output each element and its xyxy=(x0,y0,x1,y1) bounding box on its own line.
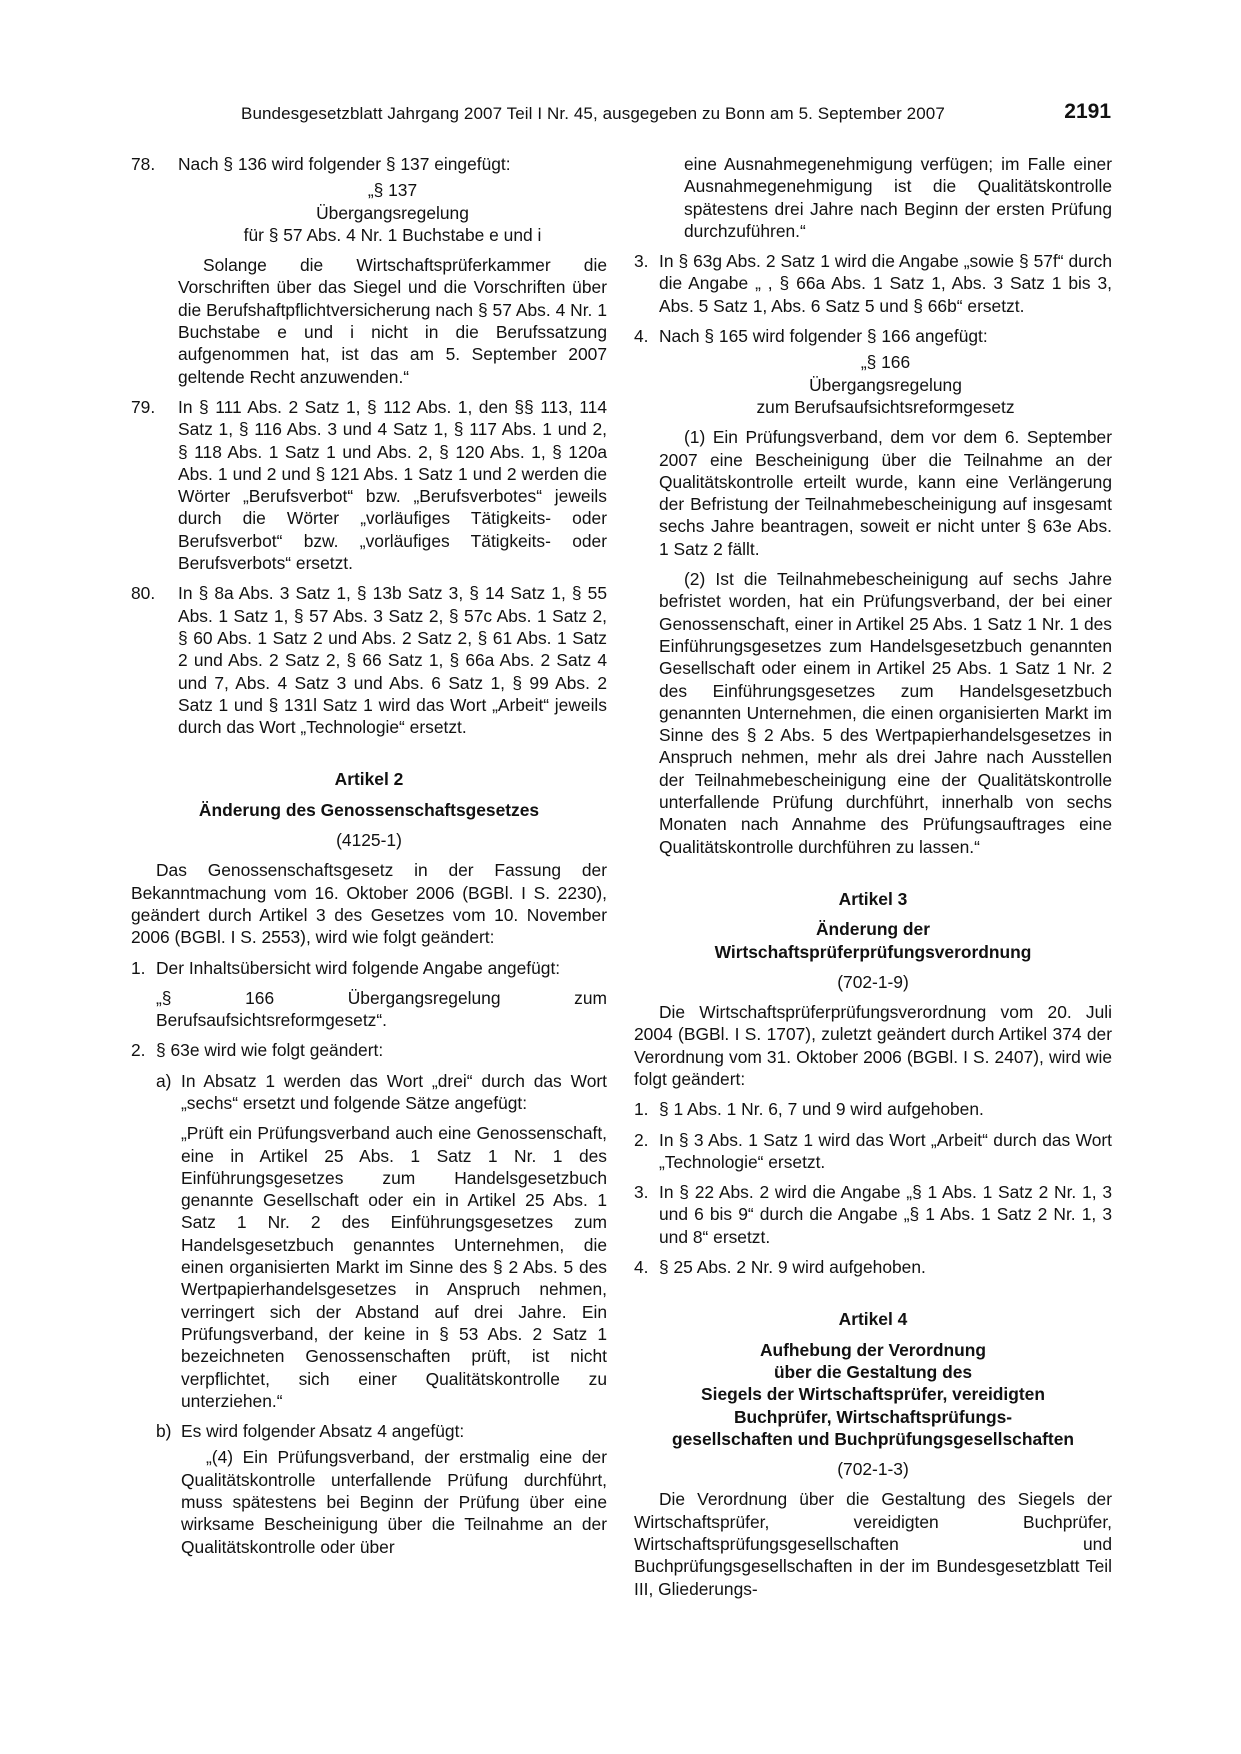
header-title: Bundesgesetzblatt Jahrgang 2007 Teil I Nr. 45, ausgegeben zu Bonn am 5. September 2007 xyxy=(241,104,945,123)
article-2 xyxy=(131,768,607,1558)
sub-item-b xyxy=(156,1420,607,1558)
list-item-78 xyxy=(131,153,607,388)
item-text: In § 111 Abs. 2 Satz 1, § 112 Abs. 1, den §§ 113, 114 Satz 1, § 116 Abs. 3 und 4 Satz 1, § 117 Abs. 1 und 2, § 118 Abs. 1 Satz 1 und Abs. 2, § 120 Abs. 1, § 120a Abs. 1 und 2 und § 121 Abs. 1 Satz 1 und 2 werden die Wörter „Berufsverbot“ bzw. „Berufsverbotes“ jeweils durch die Wörter „vorläufiges Tätigkeits- oder Berufsverbot“ bzw. „vorläufiges Tätigkeits- oder Berufsverbots“ ersetzt. xyxy=(178,396,607,574)
article-code: (702-1-9) xyxy=(837,971,909,992)
paragraph-subtitle: für § 57 Abs. 4 Nr. 1 Buchstabe e und i xyxy=(243,224,542,245)
continued-text xyxy=(684,153,1112,242)
article-title: Aufhebung der Verordnung xyxy=(759,1339,987,1360)
article-code: (4125-1) xyxy=(336,830,402,851)
paragraph-title: Übergangsregelung xyxy=(316,202,469,223)
paragraph-title: Übergangsregelung xyxy=(809,374,962,395)
item-number: 1. xyxy=(131,957,146,978)
item-number: 2. xyxy=(131,1040,146,1061)
article-title: Wirtschaftsprüferprüfungsverordnung xyxy=(714,941,1032,962)
item-text: In Absatz 1 werden das Wort „drei“ durch das Wort „sechs“ ersetzt und folgende Sätze angefügt: xyxy=(181,1070,607,1113)
article-heading: Artikel 2 xyxy=(334,769,404,790)
article-code: (702-1-3) xyxy=(837,1459,909,1480)
paragraph-body: Solange die Wirtschaftsprüferkammer die Vorschriften über das Siegel und die Vorschriften über die Berufshaftpflichtversicherung nach § 57 Abs. 4 Nr. 1 Buchstabe e und i nicht in die Berufssatzung aufgenommen hat, ist das am 5. September 2007 geltende Recht anzuwenden.“ xyxy=(178,255,607,387)
article-title: Buchprüfer, Wirtschaftsprüfungs- xyxy=(733,1406,1013,1427)
item-number: 79. xyxy=(131,396,156,417)
list-item xyxy=(634,1256,1112,1278)
paragraph-label: „§ 166 xyxy=(860,352,911,373)
item-letter: a) xyxy=(156,1070,172,1091)
item-number: 4. xyxy=(634,1257,649,1278)
quote-block xyxy=(131,987,607,1032)
quote-text: „(4) Ein Prüfungsverband, der erstmalig eine der Qualitätskontrolle unterfallende Prüfung durchführt, muss spätestens bei Beginn der Prüfung über eine wirksame Bescheinigung über die Teilnahme an der Qualitätskontrolle oder über xyxy=(181,1447,607,1557)
list-item xyxy=(634,1129,1112,1174)
item-text: Nach § 165 wird folgender § 166 angefügt: xyxy=(659,326,988,347)
item-text: § 25 Abs. 2 Nr. 9 wird aufgehoben. xyxy=(659,1257,926,1278)
item-text: § 63e wird wie folgt geändert: xyxy=(156,1040,384,1061)
paragraph-label: „§ 137 xyxy=(367,180,418,201)
item-number: 1. xyxy=(634,1099,649,1120)
item-number: 2. xyxy=(634,1129,649,1150)
article-title: Änderung der xyxy=(815,919,930,940)
quote-text: eine Ausnahmegenehmigung verfügen; im Falle einer Ausnahmegenehmigung ist die Qualitätskontrolle spätestens drei Jahre nach Beginn der ersten Prüfung durchzuführen.“ xyxy=(684,154,1112,241)
item-text: Nach § 136 wird folgender § 137 eingefügt: xyxy=(178,154,511,174)
paragraph-body: (2) Ist die Teilnahmebescheinigung auf sechs Jahre befristet worden, hat ein Prüfungsverband, der bei einer Genossenschaft, einer in Artikel 25 Abs. 1 Satz 1 Nr. 1 des Einführungsgesetzes zum Handelsgesetzbuch genannten Gesellschaft oder einem in Artikel 25 Abs. 1 Satz 1 Nr. 2 des Einführungsgesetzes zum Handelsgesetzbuch genannten Unternehmen, die einen organisierten Markt im Sinne des § 2 Abs. 5 des Wertpapierhandelsgesetzes in Anspruch nehmen, mehr als drei Jahre nach Ausstellen der Teilnahmebescheinigung eine der Qualitätskontrolle unterfallende Prüfung durchführt, innerhalb von sechs Monaten nach Annahme des Prüfungsauftrages eine Qualitätskontrolle durchführen zu lassen.“ xyxy=(659,569,1112,857)
item-text: § 1 Abs. 1 Nr. 6, 7 und 9 wird aufgehoben. xyxy=(659,1099,984,1120)
article-intro: Das Genossenschaftsgesetz in der Fassung der Bekanntmachung vom 16. Oktober 2006 (BGBl. I S. 2230), geändert durch Artikel 3 des Gesetzes vom 10. November 2006 (BGBl. I S. 2553), wird wie folgt geändert: xyxy=(131,860,607,948)
item-text: In § 8a Abs. 3 Satz 1, § 13b Satz 3, § 14 Satz 1, § 55 Abs. 1 Satz 1, § 57 Abs. 3 Satz 2, § 57c Abs. 1 Satz 2, § 60 Abs. 1 Satz 2 und Abs. 2 Satz 2, § 61 Abs. 1 Satz 2 und Abs. 2 Satz 2, § 66 Satz 1, § 66a Abs. 2 Satz 4 und 7, Abs. 4 Satz 3 und Abs. 6 Satz 1, § 99 Abs. 2 Satz 1 und § 131l Satz 1 wird das Wort „Arbeit“ jeweils durch das Wort „Technologie“ ersetzt. xyxy=(178,583,607,738)
article-intro: Die Wirtschaftsprüferprüfungsverordnung vom 20. Juli 2004 (BGBl. I S. 1707), zuletzt geändert durch Artikel 374 der Verordnung vom 31. Oktober 2006 (BGBl. I S. 2407), wird wie folgt geändert: xyxy=(634,1002,1112,1089)
list-item xyxy=(634,1098,1112,1120)
item-letter: b) xyxy=(156,1421,172,1442)
list-item-80 xyxy=(131,582,607,738)
right-column xyxy=(634,153,1112,1600)
paragraph-body: (1) Ein Prüfungsverband, dem vor dem 6. September 2007 eine Bescheinigung über die Teilnahme an der Qualitätskontrolle erteilt wurde, kann eine Verlängerung der Befristung der Teilnahmebescheinigung auf insgesamt sechs Jahre beantragen, soweit er nicht unter § 63e Abs. 1 Satz 2 fällt. xyxy=(659,427,1112,559)
sub-item-a xyxy=(156,1070,607,1412)
item-text: Es wird folgender Absatz 4 angefügt: xyxy=(181,1421,465,1442)
list-item xyxy=(634,1181,1112,1248)
quote-text: „§ 166 Übergangsregelung zum Berufsaufsichtsreformgesetz“. xyxy=(156,987,607,1031)
article-3 xyxy=(634,888,1112,1278)
list-item-79 xyxy=(131,396,607,574)
article-title: Änderung des Genossenschaftsgesetzes xyxy=(198,799,540,820)
article-4 xyxy=(634,1308,1112,1600)
article-title: über die Gestaltung des xyxy=(773,1361,973,1382)
quote-text: „Prüft ein Prüfungsverband auch eine Genossenschaft, eine in Artikel 25 Abs. 1 Satz 1 Nr. 1 des Einführungsgesetzes zum Handelsgesetzbuch genannte Gesellschaft oder ein in Artikel 25 Abs. 1 Satz 1 Nr. 2 des Einführungsgesetzes zum Handelsgesetzbuch genanntes Unternehmen, die einen organisierten Markt im Sinne des § 2 Abs. 5 des Wertpapierhandelsgesetzes in Anspruch nehmen, verringert sich der Abstand auf drei Jahre. Ein Prüfungsverband, der keine in § 53 Abs. 2 Satz 1 bezeichneten Genossenschaften prüft, ist nicht verpflichtet, sich einer Qualitätskontrolle zu unterziehen.“ xyxy=(181,1123,607,1411)
item-text: In § 22 Abs. 2 wird die Angabe „§ 1 Abs. 1 Satz 2 Nr. 1, 3 und 6 bis 9“ durch die Angabe „§ 1 Abs. 1 Satz 2 Nr. 1, 3 und 8“ ersetzt. xyxy=(659,1182,1112,1247)
article-title: Siegels der Wirtschaftsprüfer, vereidigten xyxy=(701,1384,1045,1405)
item-text: In § 63g Abs. 2 Satz 1 wird die Angabe „sowie § 57f“ durch die Angabe „ , § 66a Abs. 1 Satz 1, Abs. 3 Satz 1 bis 3, Abs. 5 Satz 1, Abs. 6 Satz 5 und § 66b“ ersetzt. xyxy=(659,251,1112,316)
item-number: 80. xyxy=(131,583,156,604)
item-number: 3. xyxy=(634,251,649,272)
article-heading: Artikel 4 xyxy=(838,1309,908,1330)
list-item xyxy=(131,1039,607,1061)
article-heading: Artikel 3 xyxy=(838,888,908,909)
article-intro: Die Verordnung über die Gestaltung des Siegels der Wirtschaftsprüfer, vereidigten Buchprüfer, Wirtschaftsprüfungsgesellschaften und Buchprüfungsgesellschaften in der im Bundesgesetzblatt Teil III, Gliederungs- xyxy=(634,1489,1112,1599)
paragraph-subtitle: zum Berufsaufsichtsreformgesetz xyxy=(756,396,1015,417)
left-column xyxy=(131,153,607,1566)
item-number: 78. xyxy=(131,154,156,174)
item-text: In § 3 Abs. 1 Satz 1 wird das Wort „Arbeit“ durch das Wort „Technologie“ ersetzt. xyxy=(659,1129,1112,1172)
item-number: 3. xyxy=(634,1182,649,1203)
page-header xyxy=(131,100,1111,130)
list-item-4 xyxy=(634,325,1112,858)
page-number: 2191 xyxy=(1064,100,1111,123)
item-number: 4. xyxy=(634,326,649,347)
list-item-3 xyxy=(634,250,1112,317)
list-item xyxy=(131,957,607,979)
item-text: Der Inhaltsübersicht wird folgende Angabe angefügt: xyxy=(156,957,561,978)
article-title: gesellschaften und Buchprüfungsgesellschaften xyxy=(672,1428,1074,1449)
